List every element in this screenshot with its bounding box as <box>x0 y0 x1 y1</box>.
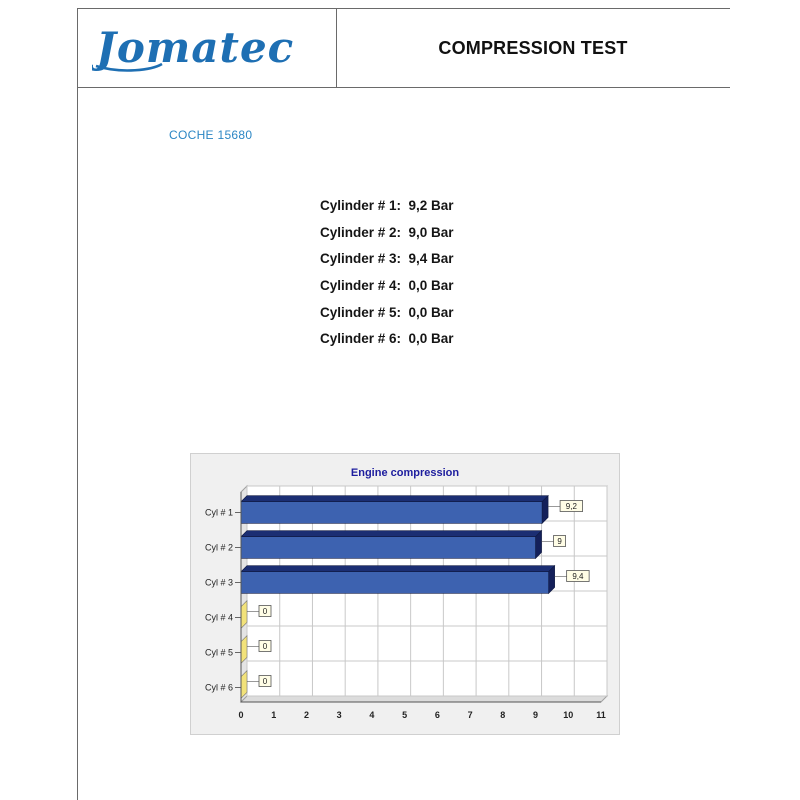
jomatec-logo <box>92 14 332 78</box>
x-tick-label-10: 10 <box>563 710 574 720</box>
engine-compression-chart <box>190 453 620 735</box>
plot-area <box>205 486 607 720</box>
x-tick-label-3: 3 <box>336 710 342 720</box>
bar-cyl-1 <box>241 502 542 524</box>
reading-cylinder-3: Cylinder # 3: 9,4 Bar <box>320 251 454 267</box>
data-label-cyl-3: 9,4 <box>572 572 584 581</box>
reading-cylinder-1: Cylinder # 1: 9,2 Bar <box>320 198 454 213</box>
compression-readings <box>320 197 454 357</box>
chart-title: Engine compression <box>350 467 460 479</box>
data-label-cyl-5: 0 <box>262 642 268 651</box>
logo-text: Jomatec <box>96 23 295 72</box>
category-label-cyl-4: Cyl # 4 <box>204 612 233 623</box>
category-label-cyl-1: Cyl # 1 <box>204 507 233 518</box>
data-label-cyl-2: 9 <box>557 537 562 546</box>
x-tick-label-9: 9 <box>533 710 539 720</box>
reading-cylinder-2: Cylinder # 2: 9,0 Bar <box>320 224 454 240</box>
vehicle-label: COCHE 15680 <box>169 128 253 142</box>
x-tick-label-0: 0 <box>238 710 244 720</box>
x-tick-label-2: 2 <box>303 710 309 720</box>
category-label-cyl-5: Cyl # 5 <box>204 647 233 658</box>
bar-top-cyl-3 <box>241 566 555 572</box>
data-label-cyl-4: 0 <box>262 607 268 616</box>
data-label-cyl-6: 0 <box>262 677 268 686</box>
x-tick-label-6: 6 <box>434 710 440 720</box>
page-title: COMPRESSION TEST <box>438 38 628 58</box>
left-border-line <box>77 8 78 800</box>
x-tick-label-1: 1 <box>271 710 277 720</box>
bar-top-cyl-2 <box>241 531 542 537</box>
x-tick-label-4: 4 <box>369 710 375 720</box>
bar-cyl-2 <box>241 537 536 559</box>
header-bottom-line <box>77 87 730 88</box>
reading-cylinder-4: Cylinder # 4: 0,0 Bar <box>320 278 454 294</box>
header-divider-line <box>336 8 337 88</box>
chart-canvas <box>191 454 619 734</box>
x-tick-label-11: 11 <box>596 710 606 720</box>
reading-cylinder-6: Cylinder # 6: 0,0 Bar <box>320 331 454 347</box>
category-label-cyl-6: Cyl # 6 <box>204 682 233 693</box>
category-label-cyl-3: Cyl # 3 <box>204 577 233 588</box>
reading-cylinder-5: Cylinder # 5: 0,0 Bar <box>320 304 454 320</box>
header-top-line <box>77 8 730 9</box>
data-label-cyl-1: 9,2 <box>565 502 577 511</box>
x-tick-label-7: 7 <box>467 710 473 720</box>
bar-cyl-3 <box>241 572 549 594</box>
x-tick-label-5: 5 <box>402 710 408 720</box>
category-label-cyl-2: Cyl # 2 <box>204 542 233 553</box>
bar-top-cyl-1 <box>241 496 548 502</box>
x-tick-label-8: 8 <box>500 710 506 720</box>
plot-floor <box>241 696 607 702</box>
